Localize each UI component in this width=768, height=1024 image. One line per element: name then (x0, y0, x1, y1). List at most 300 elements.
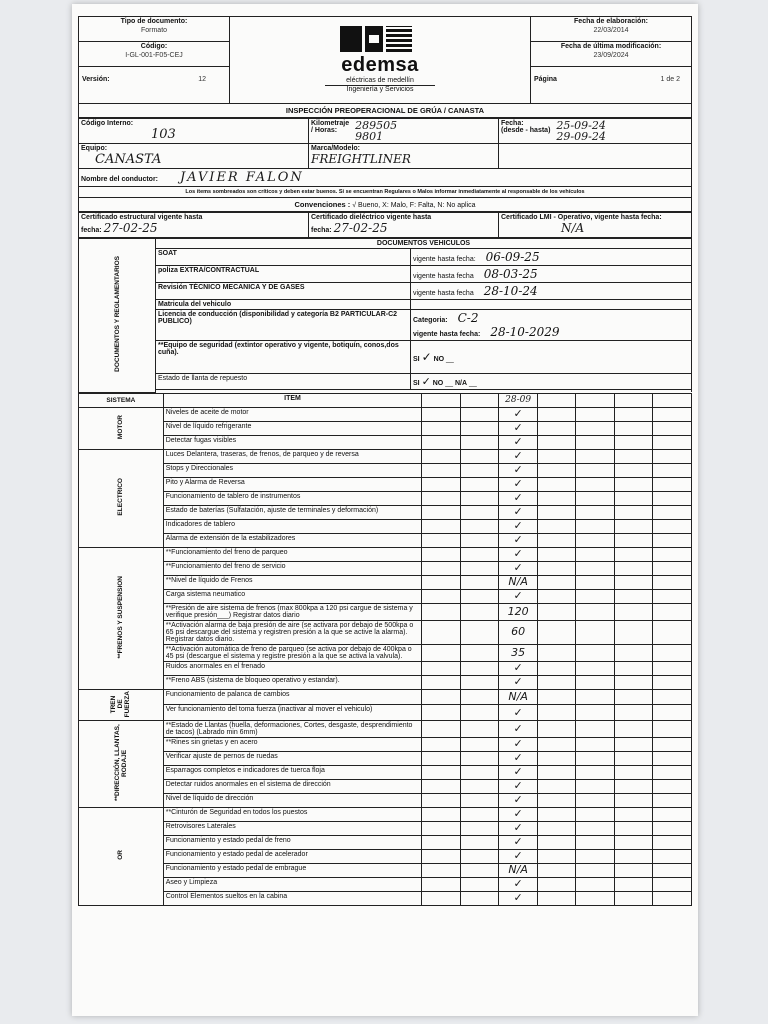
inspection-empty-cell (537, 477, 576, 491)
inspection-mark: ✓ (499, 533, 538, 547)
inspection-empty-cell (460, 877, 499, 891)
date-from-value: 25-09-24 (556, 119, 606, 132)
inspection-item-label: Funcionamiento de tablero de instrumentos (163, 491, 422, 505)
inspection-item-label: Carga sistema neumatico (163, 589, 422, 603)
brand-subtitle-2: Ingeniería y Servicios (325, 85, 435, 94)
inspection-empty-cell (422, 477, 461, 491)
inspection-mark: ✓ (499, 849, 538, 863)
inspection-empty-cell (653, 547, 692, 561)
inspection-empty-cell (422, 575, 461, 589)
inspection-empty-cell (614, 519, 653, 533)
inspection-empty-cell (653, 477, 692, 491)
inspection-item-label: Funcionamiento y estado pedal de embrague (163, 863, 422, 877)
inspection-row (79, 449, 692, 463)
inspection-empty-cell (653, 644, 692, 661)
inspection-mark: ✓ (499, 477, 538, 491)
inspection-empty-cell (537, 463, 576, 477)
system-cell (79, 689, 164, 720)
inspection-empty-cell (422, 835, 461, 849)
inspection-empty-cell (422, 877, 461, 891)
day-col-header-1 (422, 393, 461, 407)
doc-row (79, 266, 692, 283)
safety-equipment-row (79, 341, 692, 374)
inspection-empty-cell (653, 463, 692, 477)
inspection-item-label: Aseo y Limpieza (163, 877, 422, 891)
inspection-empty-cell (653, 519, 692, 533)
inspection-item-label: **Freno ABS (sistema de bloqueo operativo y estandar). (163, 675, 422, 689)
inspection-item-label: Ruidos anormales en el frenado (163, 661, 422, 675)
inspection-empty-cell (460, 751, 499, 765)
modification-date-cell (531, 42, 691, 67)
inspection-empty-cell (460, 644, 499, 661)
inspection-empty-cell (537, 407, 576, 421)
inspection-empty-cell (614, 689, 653, 705)
vehicle-info-table (78, 118, 692, 187)
inspection-row (79, 863, 692, 877)
inspection-empty-cell (537, 603, 576, 620)
inspection-empty-cell (422, 720, 461, 737)
inspection-mark: ✓ (499, 793, 538, 807)
date-range-cell (499, 119, 692, 144)
inspection-mark: 60 (499, 620, 538, 644)
modification-date-value: 23/09/2024 (593, 52, 629, 59)
spare-tire-value-cell: SI ✓ NO __ N/A __ (411, 374, 692, 390)
inspection-empty-cell (653, 793, 692, 807)
version-value: 12 (198, 76, 206, 83)
inspection-empty-cell (537, 449, 576, 463)
inspection-mark: N/A (499, 863, 538, 877)
inspection-mark: ✓ (499, 407, 538, 421)
structural-cert-cell (79, 213, 309, 238)
inspection-empty-cell (460, 575, 499, 589)
inspection-row (79, 849, 692, 863)
inspection-empty-cell (460, 821, 499, 835)
inspection-empty-cell (614, 821, 653, 835)
inspection-empty-cell (614, 891, 653, 905)
inspection-empty-cell (537, 793, 576, 807)
doc-validity-value: 06-09-25 (485, 250, 540, 264)
category-value: C-2 (457, 311, 479, 325)
brand-subtitle-1: eléctricas de medellín (346, 77, 414, 84)
inspection-empty-cell (653, 575, 692, 589)
system-cell (79, 720, 164, 807)
document-type-label: Tipo de documento: (120, 18, 188, 25)
inspection-empty-cell (614, 779, 653, 793)
form-header (78, 16, 692, 104)
system-name: **DIRECCIÓN, LLANTAS, RODAJE (113, 724, 128, 802)
inspection-empty-cell (653, 603, 692, 620)
brand-name: edemsa (341, 54, 419, 76)
inspection-mark: ✓ (499, 661, 538, 675)
inspection-item-label: Alarma de extensión de la estabilizadores (163, 533, 422, 547)
inspection-empty-cell (460, 689, 499, 705)
inspection-empty-cell (537, 720, 576, 737)
inspection-empty-cell (460, 603, 499, 620)
inspection-empty-cell (422, 620, 461, 644)
inspection-empty-cell (653, 807, 692, 821)
yes-check-icon: ✓ (421, 350, 432, 364)
inspection-empty-cell (460, 793, 499, 807)
inspection-empty-cell (653, 589, 692, 603)
structural-cert-label: Certificado estructural vigente hasta (81, 214, 203, 221)
inspection-row (79, 575, 692, 589)
inspection-empty-cell (422, 407, 461, 421)
inspection-mark: ✓ (499, 491, 538, 505)
inspection-item-label: **Cinturón de Seguridad en todos los puestos (163, 807, 422, 821)
inspection-mark: ✓ (499, 720, 538, 737)
inspection-empty-cell (422, 849, 461, 863)
lmi-cert-label: Certificado LMI - Operativo, vigente hasta fecha: (501, 214, 662, 221)
inspection-empty-cell (614, 435, 653, 449)
inspection-empty-cell (460, 463, 499, 477)
inspection-empty-cell (614, 533, 653, 547)
inspection-empty-cell (576, 463, 615, 477)
inspection-item-label: **Estado de Llantas (huella, deformaciones, Cortes, desgaste, desprendimiento de tacos) (Labrado min 6mm) (163, 720, 422, 737)
inspection-row (79, 751, 692, 765)
inspection-row (79, 407, 692, 421)
inspection-empty-cell (653, 751, 692, 765)
inspection-empty-cell (537, 589, 576, 603)
day-col-header-7 (653, 393, 692, 407)
inspection-empty-cell (576, 421, 615, 435)
inspection-empty-cell (537, 765, 576, 779)
inspection-empty-cell (537, 849, 576, 863)
inspection-empty-cell (614, 421, 653, 435)
inspection-row (79, 519, 692, 533)
inspection-empty-cell (576, 765, 615, 779)
inspection-item-label: Retrovisores Laterales (163, 821, 422, 835)
driver-cell (79, 169, 692, 187)
dielectric-cert-label: Certificado dieléctrico vigente hasta (311, 214, 432, 221)
inspection-empty-cell (537, 737, 576, 751)
inspection-empty-cell (614, 547, 653, 561)
conventions-row (78, 198, 692, 212)
inspection-row (79, 877, 692, 891)
certificates-table (78, 212, 692, 238)
structural-cert-value: 27-02-25 (103, 221, 158, 235)
critical-items-warning: Los ítems sombreados son críticos y deben estar buenos. Si se encuentran Regulares o Malos informar inmediatamente al responsable de los vehículos (78, 187, 692, 198)
inspection-row (79, 421, 692, 435)
inspection-item-label: Nivel de líquido de dirección (163, 793, 422, 807)
inspection-empty-cell (460, 421, 499, 435)
inspection-empty-cell (653, 863, 692, 877)
category-label: Categoria: (413, 317, 448, 324)
inspection-empty-cell (422, 765, 461, 779)
dielectric-cert-cell (309, 213, 499, 238)
inspection-empty-cell (614, 737, 653, 751)
inspection-item-label: Stops y Direccionales (163, 463, 422, 477)
inspection-empty-cell (422, 435, 461, 449)
inspection-empty-cell (614, 620, 653, 644)
inspection-empty-cell (576, 505, 615, 519)
inspection-item-label: **Funcionamiento del freno de parqueo (163, 547, 422, 561)
inspection-empty-cell (460, 661, 499, 675)
inspection-empty-cell (653, 421, 692, 435)
inspection-empty-cell (653, 821, 692, 835)
inspection-empty-cell (653, 877, 692, 891)
inspection-item-label: **Activación automática de freno de parqueo (se activa por debajo de 400kpa o 45 psi (descargue el sistema y registre presión a la que se activa la valvula). (163, 644, 422, 661)
system-cell (79, 807, 164, 905)
inspection-empty-cell (537, 779, 576, 793)
inspection-row (79, 765, 692, 779)
system-header: SISTEMA (79, 393, 164, 407)
inspection-empty-cell (537, 505, 576, 519)
modification-date-label: Fecha de última modificación: (560, 43, 662, 50)
safety-equipment-label: **Equipo de seguridad (extintor operativo y vigente, botiquín, conos,dos cuña). (156, 341, 411, 374)
inspection-row (79, 821, 692, 835)
inspection-empty-cell (422, 793, 461, 807)
system-cell (79, 407, 164, 449)
dielectric-cert-date-label: fecha: (311, 227, 332, 234)
doc-name-soat: SOAT (156, 249, 411, 266)
inspection-empty-cell (614, 720, 653, 737)
inspection-empty-cell (653, 705, 692, 721)
inspection-empty-cell (576, 491, 615, 505)
inspection-empty-cell (576, 751, 615, 765)
inspection-empty-cell (653, 533, 692, 547)
inspection-empty-cell (422, 891, 461, 905)
document-type-cell (79, 17, 229, 42)
inspection-empty-cell (576, 407, 615, 421)
inspection-item-label: **Rines sin grietas y en acero (163, 737, 422, 751)
inspection-empty-cell (422, 821, 461, 835)
inspection-empty-cell (537, 877, 576, 891)
driver-label: Nombre del conductor: (81, 176, 159, 183)
spare-no-label: NO (432, 380, 444, 387)
date-range-label: (desde - hasta) (501, 127, 551, 134)
inspection-empty-cell (422, 589, 461, 603)
inspection-empty-cell (422, 863, 461, 877)
inspection-empty-cell (422, 491, 461, 505)
inspection-empty-cell (422, 449, 461, 463)
inspection-empty-cell (653, 505, 692, 519)
inspection-item-label: Verificar ajuste de pernos de ruedas (163, 751, 422, 765)
inspection-row (79, 533, 692, 547)
mileage-value: 289505 (355, 119, 398, 132)
system-name: MOTOR (117, 414, 125, 440)
vehicle-documents-table (78, 238, 692, 393)
inspection-empty-cell (537, 863, 576, 877)
inspection-empty-cell (422, 644, 461, 661)
inspection-mark: 35 (499, 644, 538, 661)
inspection-mark: ✓ (499, 891, 538, 905)
inspection-mark: ✓ (499, 751, 538, 765)
conventions-text: √ Bueno, X: Malo, F: Falta, N: No aplica (352, 202, 476, 209)
inspection-empty-cell (460, 449, 499, 463)
inspection-row (79, 891, 692, 905)
internal-code-value: 103 (151, 127, 176, 142)
inspection-empty-cell (576, 644, 615, 661)
inspection-row (79, 561, 692, 575)
inspection-item-label: Detectar fugas visibles (163, 435, 422, 449)
documents-side-label: DOCUMENTOS Y REGLAMENTARIOS (113, 256, 121, 373)
inspection-row (79, 675, 692, 689)
doc-row (79, 249, 692, 266)
inspection-item-label: **Presión de aire sistema de frenos (max 800kpa a 120 psi cargue de sistema y verifique presión___) Registrar datos diario (163, 603, 422, 620)
inspection-item-label: Estado de baterías (Sulfatación, ajuste de terminales y deformación) (163, 505, 422, 519)
documents-side-cell (79, 239, 156, 393)
inspection-empty-cell (653, 835, 692, 849)
inspection-empty-cell (576, 821, 615, 835)
inspection-empty-cell (537, 661, 576, 675)
inspection-empty-cell (537, 620, 576, 644)
inspection-empty-cell (576, 603, 615, 620)
inspection-empty-cell (460, 477, 499, 491)
version-label: Versión: (82, 76, 110, 83)
inspection-empty-cell (614, 675, 653, 689)
inspection-empty-cell (537, 705, 576, 721)
inspection-empty-cell (576, 720, 615, 737)
inspection-mark: ✓ (499, 779, 538, 793)
hours-label: / Horas: (311, 127, 338, 134)
inspection-item-label: Pito y Alarma de Reversa (163, 477, 422, 491)
inspection-empty-cell (422, 675, 461, 689)
inspection-empty-cell (653, 491, 692, 505)
code-value: I-GL-001-F05-CEJ (125, 52, 183, 59)
brand-model-cell (309, 144, 499, 169)
driver-value: JAVIER FALON (179, 170, 304, 185)
inspection-empty-cell (614, 505, 653, 519)
system-cell (79, 449, 164, 547)
license-validity-label: vigente hasta fecha: (413, 331, 481, 338)
empty-cell (499, 144, 692, 169)
doc-name-policy: poliza EXTRA/CONTRACTUAL (156, 266, 411, 283)
inspection-item-label: Nivel de líquido refrigerante (163, 421, 422, 435)
inspection-empty-cell (576, 877, 615, 891)
inspection-item-label: Niveles de aceite de motor (163, 407, 422, 421)
inspection-empty-cell (576, 705, 615, 721)
doc-value-cell (411, 283, 692, 300)
inspection-mark: ✓ (499, 519, 538, 533)
inspection-empty-cell (460, 547, 499, 561)
inspection-item-label: Detectar ruidos anormales en el sistema de dirección (163, 779, 422, 793)
inspection-empty-cell (537, 821, 576, 835)
inspection-empty-cell (576, 737, 615, 751)
inspection-mark: N/A (499, 575, 538, 589)
inspection-empty-cell (576, 849, 615, 863)
inspection-empty-cell (653, 689, 692, 705)
day-col-header-4 (537, 393, 576, 407)
inspection-mark: ✓ (499, 449, 538, 463)
inspection-mark: ✓ (499, 737, 538, 751)
inspection-empty-cell (422, 779, 461, 793)
inspection-empty-cell (614, 807, 653, 821)
header-left (79, 17, 230, 103)
doc-value-cell (411, 249, 692, 266)
inspection-empty-cell (537, 807, 576, 821)
inspection-empty-cell (614, 751, 653, 765)
inspection-empty-cell (614, 477, 653, 491)
inspection-empty-cell (460, 505, 499, 519)
inspection-empty-cell (576, 477, 615, 491)
day-col-header-2 (460, 393, 499, 407)
inspection-item-label: Control Elementos sueltos en la cabina (163, 891, 422, 905)
doc-validity-value: 08-03-25 (483, 267, 538, 281)
day-col-header-5 (576, 393, 615, 407)
inspection-empty-cell (460, 519, 499, 533)
date-label: Fecha: (501, 120, 524, 127)
inspection-empty-cell (460, 407, 499, 421)
inspection-item-label: Luces Delantera, traseras, de frenos, de parqueo y de reversa (163, 449, 422, 463)
inspection-empty-cell (653, 765, 692, 779)
inspection-empty-cell (614, 705, 653, 721)
inspection-empty-cell (422, 421, 461, 435)
inspection-empty-cell (422, 519, 461, 533)
mileage-cell (309, 119, 499, 144)
inspection-empty-cell (653, 779, 692, 793)
inspection-empty-cell (422, 505, 461, 519)
inspection-empty-cell (614, 765, 653, 779)
version-cell (79, 67, 229, 92)
form-title: INSPECCIÓN PREOPERACIONAL DE GRÚA / CANASTA (78, 104, 692, 118)
inspection-empty-cell (460, 435, 499, 449)
grid-header-row (79, 393, 692, 407)
spare-tire-row (79, 374, 692, 390)
system-name: ELECTRICO (117, 478, 125, 516)
header-right (531, 17, 691, 103)
inspection-empty-cell (460, 620, 499, 644)
inspection-empty-cell (460, 779, 499, 793)
day-col-header-6 (614, 393, 653, 407)
license-value-cell (411, 310, 692, 341)
brand-model-label: Marca/Modelo: (311, 145, 361, 152)
inspection-empty-cell (537, 675, 576, 689)
inspection-empty-cell (576, 589, 615, 603)
structural-cert-date-label: fecha: (81, 227, 102, 234)
inspection-mark: ✓ (499, 821, 538, 835)
lmi-cert-cell (499, 213, 692, 238)
inspection-form-sheet (72, 4, 698, 1016)
inspection-empty-cell (460, 807, 499, 821)
inspection-empty-cell (614, 603, 653, 620)
inspection-empty-cell (614, 561, 653, 575)
inspection-empty-cell (653, 449, 692, 463)
inspection-empty-cell (422, 533, 461, 547)
inspection-empty-cell (460, 737, 499, 751)
dielectric-cert-value: 27-02-25 (333, 221, 388, 235)
inspection-empty-cell (576, 533, 615, 547)
inspection-empty-cell (460, 849, 499, 863)
inspection-empty-cell (576, 863, 615, 877)
mileage-label: Kilometraje (311, 120, 350, 127)
inspection-empty-cell (653, 561, 692, 575)
inspection-empty-cell (653, 720, 692, 737)
inspection-mark: ✓ (499, 435, 538, 449)
document-type-value: Formato (140, 27, 168, 34)
inspection-empty-cell (537, 533, 576, 547)
inspection-row (79, 793, 692, 807)
inspection-empty-cell (422, 463, 461, 477)
inspection-grid (78, 393, 692, 906)
yes-label: SI (413, 356, 420, 363)
item-header: ITEM (163, 393, 422, 407)
conventions-label: Convenciones : (294, 200, 351, 209)
inspection-item-label: Funcionamiento y estado pedal de acelerador (163, 849, 422, 863)
inspection-empty-cell (653, 407, 692, 421)
inspection-row (79, 505, 692, 519)
inspection-empty-cell (537, 751, 576, 765)
inspection-empty-cell (537, 519, 576, 533)
inspection-empty-cell (537, 689, 576, 705)
inspection-empty-cell (422, 689, 461, 705)
license-row (79, 310, 692, 341)
internal-code-cell (79, 119, 309, 144)
day-col-header-3: 28-09 (499, 393, 538, 407)
inspection-mark: 120 (499, 603, 538, 620)
no-label: NO (433, 356, 445, 363)
elaboration-date-label: Fecha de elaboración: (574, 18, 648, 25)
inspection-empty-cell (460, 835, 499, 849)
